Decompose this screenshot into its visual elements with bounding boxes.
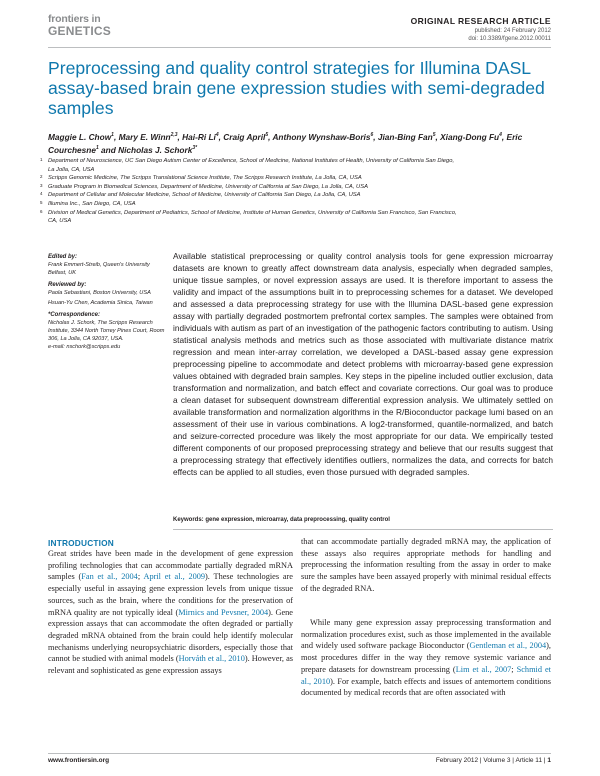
citation-link[interactable]: Fan et al., 2004 bbox=[81, 572, 138, 582]
author[interactable]: Nicholas J. Schork$^{3*}$ bbox=[118, 145, 198, 156]
citation-link[interactable]: April et al., 2009 bbox=[143, 572, 206, 582]
affiliation: 3 Graduate Program in Biomedical Sciences, Department of Medicine, University of California at San Diego, La Jolla, CA, USA bbox=[40, 182, 368, 190]
article-type: ORIGINAL RESEARCH ARTICLE bbox=[410, 16, 551, 26]
author[interactable]: Craig April$^5$ bbox=[223, 131, 269, 142]
citation-link[interactable]: Schmid et al., 2010 bbox=[301, 664, 551, 686]
author[interactable]: Maggie L. Chow$^1$ bbox=[48, 131, 114, 142]
editor: Frank Emmert-Streib, Queen's University Belfast, UK bbox=[48, 262, 150, 277]
author[interactable]: Hai-Ri Li$^4$ bbox=[182, 131, 219, 142]
body-column-left: Great strides have been made in the development of gene expression profiling technologies that can accommodate partially degraded mRNA samples (Fan et al., 2004; April et al., 2009). These technologies are especially useful in assaying gene expression levels from unique tissue sources, such as the brain, where the conditions for the preservation of mRNA quality are not typically ideal (Mirnics and Pevsner, 2004). Gene expression assays that can accommodate the often degraded or partially degraded mRNA obtained from the brain could help identify molecular mechanisms underlying neuropsychiatric disorders, especially those that cannot be studied with animal models (Horváth et al., 2010). However, as relevant and sophisticated as gene expression assays bbox=[48, 549, 293, 676]
author-list: Maggie L. Chow$^1$, Mary E. Winn$^{2,3}$, Hai-Ri Li$^4$, Craig April$^5$, Anthony Wynshaw-Boris$^6$, Jian-Bing Fan$^5$, Xiang-Dong Fu$^4$, Eric Courchesne$^1$ and Nicholas J. Schork$^{3*}$ bbox=[48, 131, 523, 156]
reviewed-by-label: Reviewed by: bbox=[48, 282, 87, 289]
affiliation: 2 Scripps Genomic Medicine, The Scripps Translational Science Institute, The Scripps Research Institute, La Jolla, CA, USA bbox=[40, 174, 362, 182]
publication-date: published: 24 February 2012 bbox=[474, 28, 551, 34]
edited-by-label: Edited by: bbox=[48, 254, 78, 260]
paper-title: Preprocessing and quality control strategies for Illumina DASL assay-based brain gene expression studies with semi-degraded samples bbox=[48, 58, 545, 118]
affiliation: 6 Division of Medical Genetics, Department of Pediatrics, School of Medicine, Institute of Human Genetics, University of California San Francisco, San Francisco, CA, USA bbox=[40, 208, 457, 225]
footer-website-link[interactable]: www.frontiersin.org bbox=[48, 757, 110, 764]
abstract: Available statistical preprocessing or quality control analysis tools for gene expression microarray datasets are known to greatly affect downstream data analysis, especially when degraded samples, unique tissue samples, or novel expression assays are used. It is therefore important to assess the validity and impact of the assumptions built in to preprocessing schemes for a dataset. We developed and assessed a data preprocessing strategy for use with the Illumina DASL-based gene expression assay with partially degraded postmortem prefrontal cortex samples. The samples were obtained from individuals with autism as part of an investigation of the pathogenic factors contributing to autism. Using statistical analysis methods and metrics such as those associated with multivariate distance matrix regression and mean inter-array correlation, we developed a DASL-based assay gene expression preprocessing pipeline to accommodate and detect problems with microarray-based gene expression values obtained with degraded brain samples. Key steps in the pipeline included outlier exclusion, data transformation and normalization, and batch effect and covariate corrections. Our goal was to produce a clean dataset for subsequent downstream differential expression analysis. We ultimately settled on available transformation and normalization algorithms in the R/Bioconductor package lumi based on an assessment of their use in various combinations. A log2-transformed, quantile-normalized, and batch and seizure-corrected procedure was likely the most appropriate for our data. We empirically tested different components of our proposed preprocessing strategy and believe that our results suggest that a preprocessing strategy that effectively identifies outliers, normalizes the data, and corrects for batch effects can be applied to all studies, even those pursued with degraded samples. bbox=[173, 251, 553, 477]
keywords-divider bbox=[173, 529, 553, 530]
correspondence-address: Nicholas J. Schork, The Scripps Research Institute, 3344 North Torrey Pines Court, Room 306, La Jolla, CA 92037, USA. bbox=[48, 319, 165, 343]
logo-line2: GENETICS bbox=[48, 24, 111, 38]
logo-line1: frontiers in bbox=[48, 13, 101, 25]
doi[interactable]: doi: 10.3389/fgene.2012.00011 bbox=[468, 36, 551, 42]
body-column-right-p1: that can accommodate partially degraded mRNA may, the application of these assays also requires appropriate methods for handling and preprocessing the information resulting from the assay in order to make sure the samples have been assayed properly with minimal residual effects of the degraded RNA. bbox=[301, 537, 551, 593]
reviewer: Hsuan-Yu Chen, Academia Sinica, Taiwan bbox=[48, 299, 153, 306]
citation-link[interactable]: Mirnics and Pevsner, 2004 bbox=[178, 607, 269, 617]
affiliation: 1 Department of Neuroscience, UC San Diego Autism Center of Excellence, School of Medicine, National Institutes of Health, University of California San Diego, La Jolla, CA, USA bbox=[40, 157, 455, 173]
reviewer: Paola Sebastiani, Boston University, USA bbox=[48, 290, 151, 297]
citation-link[interactable]: Lim et al., 2007 bbox=[455, 664, 512, 674]
section-heading-introduction: INTRODUCTION bbox=[48, 538, 115, 548]
correspondence-email[interactable]: e-mail: nschork@scripps.edu bbox=[48, 344, 121, 351]
journal-logo bbox=[48, 14, 124, 40]
body-column-right-p2: While many gene expression assay preprocessing transformation and normalization procedures exist, such as those implemented in the available and widely used software package Bioconductor (Gentleman et al., 2004), most procedures differ in the way they remove systemic variance and prepare datasets for downstream processing (Lim et al., 2007; Schmid et al., 2010). For example, batch effects and issues of antemortem conditions documented by medical records that are often associated with bbox=[301, 618, 551, 698]
author[interactable]: Mary E. Winn$^{2,3}$ bbox=[118, 131, 178, 142]
citation-link[interactable]: Gentleman et al., 2004 bbox=[469, 641, 547, 651]
affiliation-list bbox=[40, 157, 555, 226]
affiliation: 5 Illumina Inc., San Diego, CA, USA bbox=[40, 199, 136, 207]
footer-divider bbox=[48, 753, 551, 754]
page-number: 1 bbox=[547, 757, 551, 764]
editorial-sidebar bbox=[48, 253, 166, 356]
affiliation: 4 Department of Cellular and Molecular Medicine, School of Medicine, University of California San Diego, La Jolla, CA, USA bbox=[40, 191, 361, 199]
author[interactable]: Anthony Wynshaw-Boris$^6$ bbox=[272, 131, 374, 142]
keywords-list: gene expression, microarray, data preprocessing, quality control bbox=[205, 517, 390, 523]
author[interactable]: Xiang-Dong Fu$^4$ bbox=[440, 131, 502, 142]
keywords bbox=[173, 517, 553, 523]
header-divider bbox=[48, 47, 551, 48]
keywords-label: Keywords: bbox=[173, 517, 204, 523]
citation-link[interactable]: Horváth et al., 2010 bbox=[178, 654, 245, 664]
author[interactable]: Jian-Bing Fan$^5$ bbox=[377, 131, 436, 142]
correspondence-label: *Correspondence: bbox=[48, 311, 101, 318]
footer-issue-info: February 2012 | Volume 3 | Article 11 | 1 bbox=[435, 757, 551, 764]
author[interactable]: Eric Courchesne$^1$ bbox=[48, 131, 523, 156]
